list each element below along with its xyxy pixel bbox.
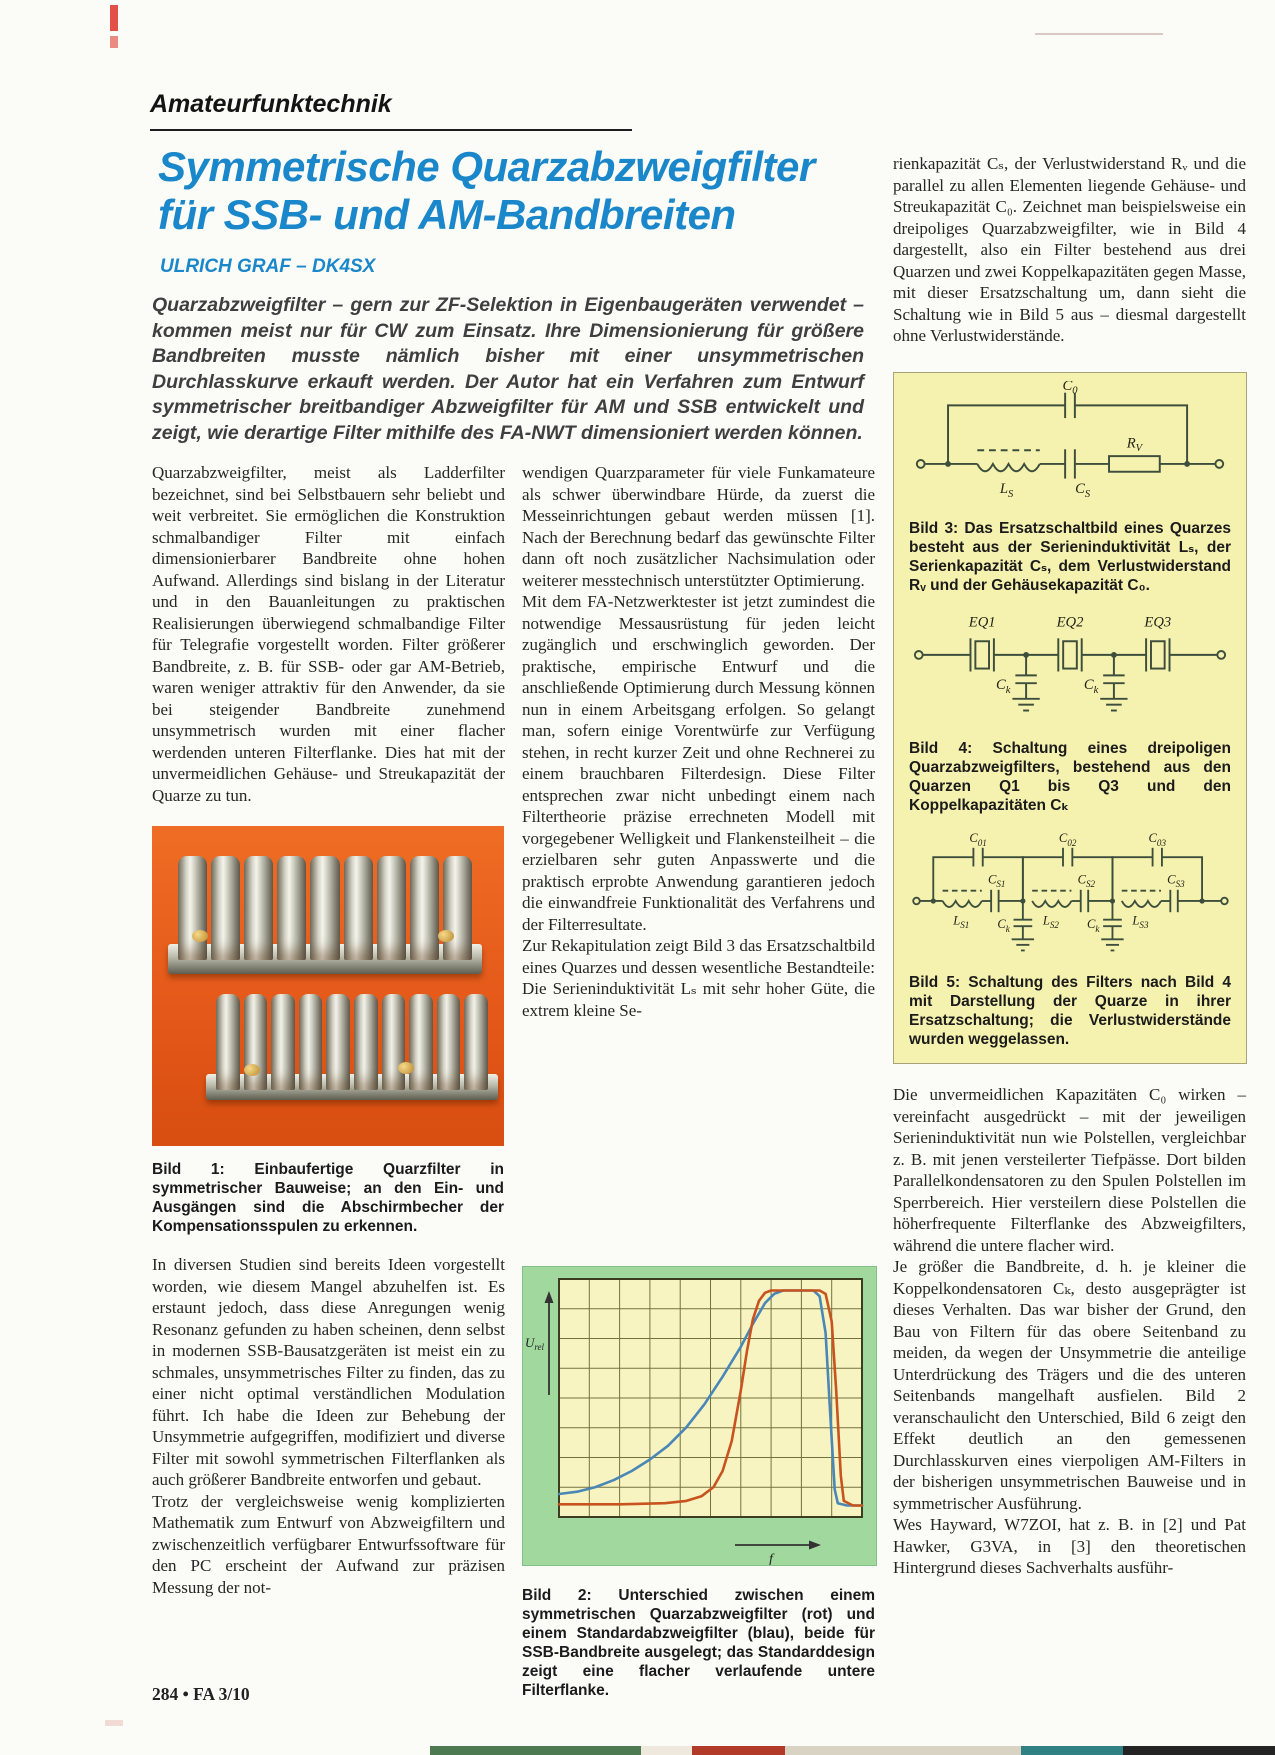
body-paragraph: Zur Rekapitulation zeigt Bild 3 das Ersatzschaltbild eines Quarzes und dessen wesentliche Bestandteile: Die Serieninduktivität Lₛ mit sehr hoher Güte, die extrem kleine Se- <box>522 936 875 1020</box>
body-paragraph: Je größer die Bandbreite, d. h. je kleiner die Koppelkondensatoren Cₖ, desto ausgeprägter ist dieses Verhalten. Das war bisher der Grund, den Bau von Filtern für das obere Seitenband zu meiden, da wegen der Unsymmetrie die anteilige Unterdrückung des Trägers und die des unteren Seitenbands mangelhaft ausfielen. Bild 2 veranschaulicht den Unterschied, Bild 6 zeigt den Effekt deutlich an den gemessenen Durchlasskurven eines vierpoligen AM-Filters in der bisherigen unsymmetrischen Bauweise und in symmetrischer Ausführung. <box>893 1257 1246 1513</box>
inductor-icon <box>977 464 1039 471</box>
page-number-footer: 284 • FA 3/10 <box>152 1684 250 1704</box>
quartz-can <box>216 994 240 1090</box>
bild1-photo <box>152 826 504 1146</box>
shunt-capacitor-ck <box>996 655 1040 711</box>
bild5-caption: Bild 5: Schaltung des Filters nach Bild 4 mit Darstellung der Quarze in ihrer Ersatzschaltung; die Verlustwiderstände wurden weggelassen. <box>909 973 1231 1048</box>
quartz-can <box>326 994 350 1090</box>
body-paragraph: Quarzabzweigfilter, meist als Ladderfilter bezeichnet, sind bei Selbstbauern sehr beliebt und weit verbreitet. Sie ermöglichen die Konstruktion schmalbandiger Filter mit einfach dimensionierbarer Bandbreite ohne hohen Aufwand. Allerdings sind bislang in der Literatur und in den Bauanleitungen zu praktischen Realisierungen überwiegend schmalbandige Filter für Telegrafie vorgestellt worden. Filter größerer Bandbreite, z. B. für SSB- oder gar AM-Betrieb, waren weniger attraktiv für den Anwender, da sie bei steigender Bandbreite zunehmend unsymmetrisch wurden mit einer flacher werdenden unteren Filterflanke. Dies hat mit der unvermeidlichen Gehäuse- und Streukapazität der Quarze zu tun. <box>152 463 505 805</box>
chart-xlabel: f <box>769 1552 773 1566</box>
label-cs2: $C_{S2}$ <box>1077 872 1096 889</box>
shunt-capacitor-ck <box>1087 901 1124 950</box>
wire <box>1023 857 1063 901</box>
quartz-can <box>277 856 306 960</box>
section-rubric: Amateurfunktechnik <box>150 90 392 118</box>
bild4-circuit-diagram <box>909 611 1231 728</box>
article-title-line2: für SSB- und AM-Bandbreiten <box>158 191 736 238</box>
inductor-icon <box>943 901 982 907</box>
label-c01: $C_{01}$ <box>969 831 987 848</box>
scan-mark <box>110 5 118 31</box>
body-paragraph: Trotz der vergleichsweise wenig komplizierten Mathematik zum Entwurf von Abzweigfiltern und zwischenzeitlich verfügbarer Entwurfssoftware für den PC erscheint der Aufwand zur präzisen Messung der not- <box>152 1491 505 1597</box>
label-c03: $C_{03}$ <box>1148 831 1166 848</box>
circuit-figures-panel <box>893 372 1247 1064</box>
chart-ylabel: $U_{rel}$ <box>525 1335 545 1352</box>
label-cs3: $C_{S3}$ <box>1167 872 1185 889</box>
body-paragraph: Die unvermeidlichen Kapazitäten C₀ wirken – vereinfacht ausgedrückt – mit der jeweiligen Serieninduktivität nun wie Polstellen, vergleichbar z. B. mit jenen versteilerter Tiefpässe. Dort bilden Parallelkondensatoren zu den Spulen Polstellen im Sperrbereich. Hier versteilern diese Polstellen die höherfrequente Filterflanke des Abzweigfilters, während die untere flacher wird. <box>893 1085 1246 1255</box>
column1-text-top <box>152 462 505 806</box>
label-ck: $C_k$ <box>1086 916 1100 934</box>
label-ls3: $L_{S3}$ <box>1132 913 1149 930</box>
quartz-can <box>244 856 273 960</box>
shunt-capacitor-ck <box>997 901 1034 950</box>
scan-mark <box>110 36 118 48</box>
column3-text-bottom <box>893 1084 1246 1579</box>
wire <box>1112 857 1152 901</box>
quartz-can <box>464 994 488 1090</box>
terminal-icon <box>1217 651 1225 659</box>
terminal-icon <box>1215 460 1223 468</box>
label-cs1: $C_{S1}$ <box>988 872 1006 889</box>
body-paragraph: In diversen Studien sind bereits Ideen vorgestellt worden, wie diesem Mangel abzuhelfen ist. Es erstaunt jedoch, dass diese Anregungen wenig Resonanz gefunden zu haben scheinen, denn selbst in modernen SSB-Bausatzgeräten ist meist ein zu schmales, unsymmetrisches Filter zu finden, das zu einer nicht optimal verständlichen Modulation führt. Ich habe die Ideen zur Behebung der Unsymmetrie aufgegriffen, modifiziert und diverse Filter mit sowohl symmetrischen Filterflanken als auch größerer Bandbreite entworfen und gebaut. <box>152 1255 505 1489</box>
wire <box>948 405 1065 464</box>
bild1-caption: Bild 1: Einbaufertige Quarzfilter in symmetrischer Bauweise; an den Ein- und Ausgängen sind die Abschirmbecher der Kompensationsspulen zu erkennen. <box>152 1161 504 1235</box>
quartz-crystal-icon <box>975 641 989 668</box>
coil-shield-cup <box>244 1064 260 1076</box>
shunt-capacitor-ck <box>1084 655 1128 711</box>
bild5-circuit-diagram <box>909 831 1231 962</box>
quartz-can <box>310 856 339 960</box>
wire <box>933 857 973 901</box>
label-c0: $C_0$ <box>1062 381 1078 397</box>
scan-mark <box>105 1720 123 1726</box>
article-author: ULRICH GRAF – DK4SX <box>160 256 376 277</box>
bild2-caption: Bild 2: Unterschied zwischen einem symmetrischen Quarzabzweigfilter (rot) und einem Standardabzweigfilter (blau), beide für SSB-Bandbreite ausgelegt; das Standarddesign zeigt eine flacher verlaufende untere Filterflanke. <box>522 1587 875 1699</box>
column2-text <box>522 462 875 1021</box>
terminal-icon <box>913 898 920 905</box>
terminal-icon <box>917 460 925 468</box>
coil-shield-cup <box>192 930 208 942</box>
bild1-board1-cans <box>176 856 474 960</box>
label-rv: $R_V$ <box>1126 435 1143 455</box>
coil-shield-cup <box>438 930 454 942</box>
label-cs: $C_S$ <box>1075 481 1091 501</box>
quartz-can <box>344 856 373 960</box>
label-eq2: EQ2 <box>1056 614 1084 631</box>
resistor-icon <box>1109 456 1160 472</box>
quartz-crystal-icon <box>1151 641 1165 668</box>
crop-mark <box>1035 33 1163 35</box>
quartz-can <box>409 994 433 1090</box>
print-color-strip <box>430 1746 1275 1755</box>
figure-bild2 <box>522 1266 875 1700</box>
column1-text-bottom <box>152 1254 505 1598</box>
body-paragraph: Mit dem FA-Netzwerktester ist jetzt zumindest die notwendige Messausrüstung für jeden leicht zugänglich und erschwinglich geworden. Der praktische, empirische Entwurf und die anschließende Optimierung durch Messung können nun in einem Arbeitsgang erfolgen. So gelangt man, sofern einige Vorentwürfe zur Verfügung stehen, in recht kurzer Zeit und ohne Rechnerei zu einem brauchbaren Filterdesign. Diese Filter entsprechen zwar nicht unbedingt einem nach Filtertheorie präzise errechneten Modell mit vorgegebener Welligkeit und Flankensteilheit – die erzielbaren sehr guten Anpasswerte und die praktisch erprobte Anwendung garantieren jedoch die einwandfreie Funktionalität des Verfahrens und der Filterresultate. <box>522 592 875 934</box>
label-c02: $C_{02}$ <box>1058 831 1077 848</box>
label-ck: $C_k$ <box>997 916 1010 934</box>
quartz-can <box>299 994 323 1090</box>
quartz-can <box>382 994 406 1090</box>
quartz-can <box>437 994 461 1090</box>
quartz-can <box>354 994 378 1090</box>
bild1-board2-cans <box>214 994 490 1090</box>
quartz-can <box>443 856 472 960</box>
terminal-icon <box>915 651 923 659</box>
label-ls2: $L_{S2}$ <box>1042 913 1059 930</box>
rubric-rule <box>150 129 632 131</box>
body-paragraph: rienkapazität Cₛ, der Verlustwiderstand Rᵥ und die parallel zu allen Elementen liegende Gehäuse- und Streukapazität C₀. Zeichnet man beispielsweise ein dreipoliges Quarzabzweigfilter, wie in Bild 4 dargestellt, also ein Filter bestehend aus drei Quarzen und zwei Koppelkapazitäten gegen Masse, mit dieser Ersatzschaltung um, dann sieht die Schaltung wie in Bild 5 aus – diesmal dargestellt ohne Verlustwiderstände. <box>893 154 1246 345</box>
quartz-can <box>178 856 207 960</box>
coil-shield-cup <box>398 1062 414 1074</box>
junction-dot <box>1184 461 1190 467</box>
label-ls: $L_S$ <box>999 481 1014 501</box>
body-paragraph: Wes Hayward, W7ZOI, hat z. B. in [2] und Pat Hawker, G3VA, in [3] den theoretischen Hintergrund dieses Sachverhalts ausführ- <box>893 1515 1246 1577</box>
quartz-can <box>271 994 295 1090</box>
label-ls1: $L_{S1}$ <box>953 913 970 930</box>
column3-text-top <box>893 153 1246 347</box>
inductor-icon <box>1122 901 1161 907</box>
quartz-can <box>377 856 406 960</box>
quartz-crystal-icon <box>1063 641 1077 668</box>
label-ck: $C_k$ <box>1083 676 1099 696</box>
article-title-line1: Symmetrische Quarzabzweigfilter <box>158 143 815 190</box>
inductor-icon <box>1032 901 1071 907</box>
label-ck: $C_k$ <box>996 676 1011 696</box>
article-title <box>158 143 815 239</box>
figure-bild1 <box>152 826 504 1236</box>
bild2-chart-svg <box>522 1266 877 1566</box>
quartz-can <box>244 994 268 1090</box>
bild3-caption: Bild 3: Das Ersatzschaltbild eines Quarzes besteht aus der Serieninduktivität Lₛ, der Serienkapazität Cₛ, dem Verlustwiderstand Rᵥ und der Gehäusekapazität C₀. <box>909 519 1231 594</box>
label-eq3: EQ3 <box>1144 614 1172 631</box>
label-eq1: EQ1 <box>968 614 996 631</box>
terminal-icon <box>1221 898 1228 905</box>
quartz-can <box>211 856 240 960</box>
article-intro: Quarzabzweigfilter – gern zur ZF-Selektion in Eigenbaugeräten verwendet – kommen meist nur für CW zum Einsatz. Ihre Dimensionierung für größere Bandbreiten musste nämlich bisher mit einer unsymmetrischen Durchlasskurve erkauft werden. Der Autor hat ein Verfahren zum Entwurf symmetrischer breitbandiger Abzweigfilter für AM und SSB entwickelt und zeigt, wie derartige Filter mithilfe des FA-NWT dimensioniert werden können. <box>152 294 864 444</box>
bild4-caption: Bild 4: Schaltung eines dreipoligen Quarzabzweigfilters, bestehend aus den Quarzen Q1 bis Q3 und den Koppelkapazitäten Cₖ <box>909 739 1231 814</box>
body-paragraph: wendigen Quarzparameter für viele Funkamateure als schwer überwindbare Hürde, da zuerst die Messeinrichtungen gebaut werden müssen [1]. Nach der Berechnung bedarf das gewünschte Filter dann oft noch zusätzlicher Nachsimulation oder weiterer messtechnisch unterstützter Optimierung. <box>522 463 875 590</box>
bild3-circuit-diagram <box>909 381 1231 508</box>
quartz-can <box>410 856 439 960</box>
